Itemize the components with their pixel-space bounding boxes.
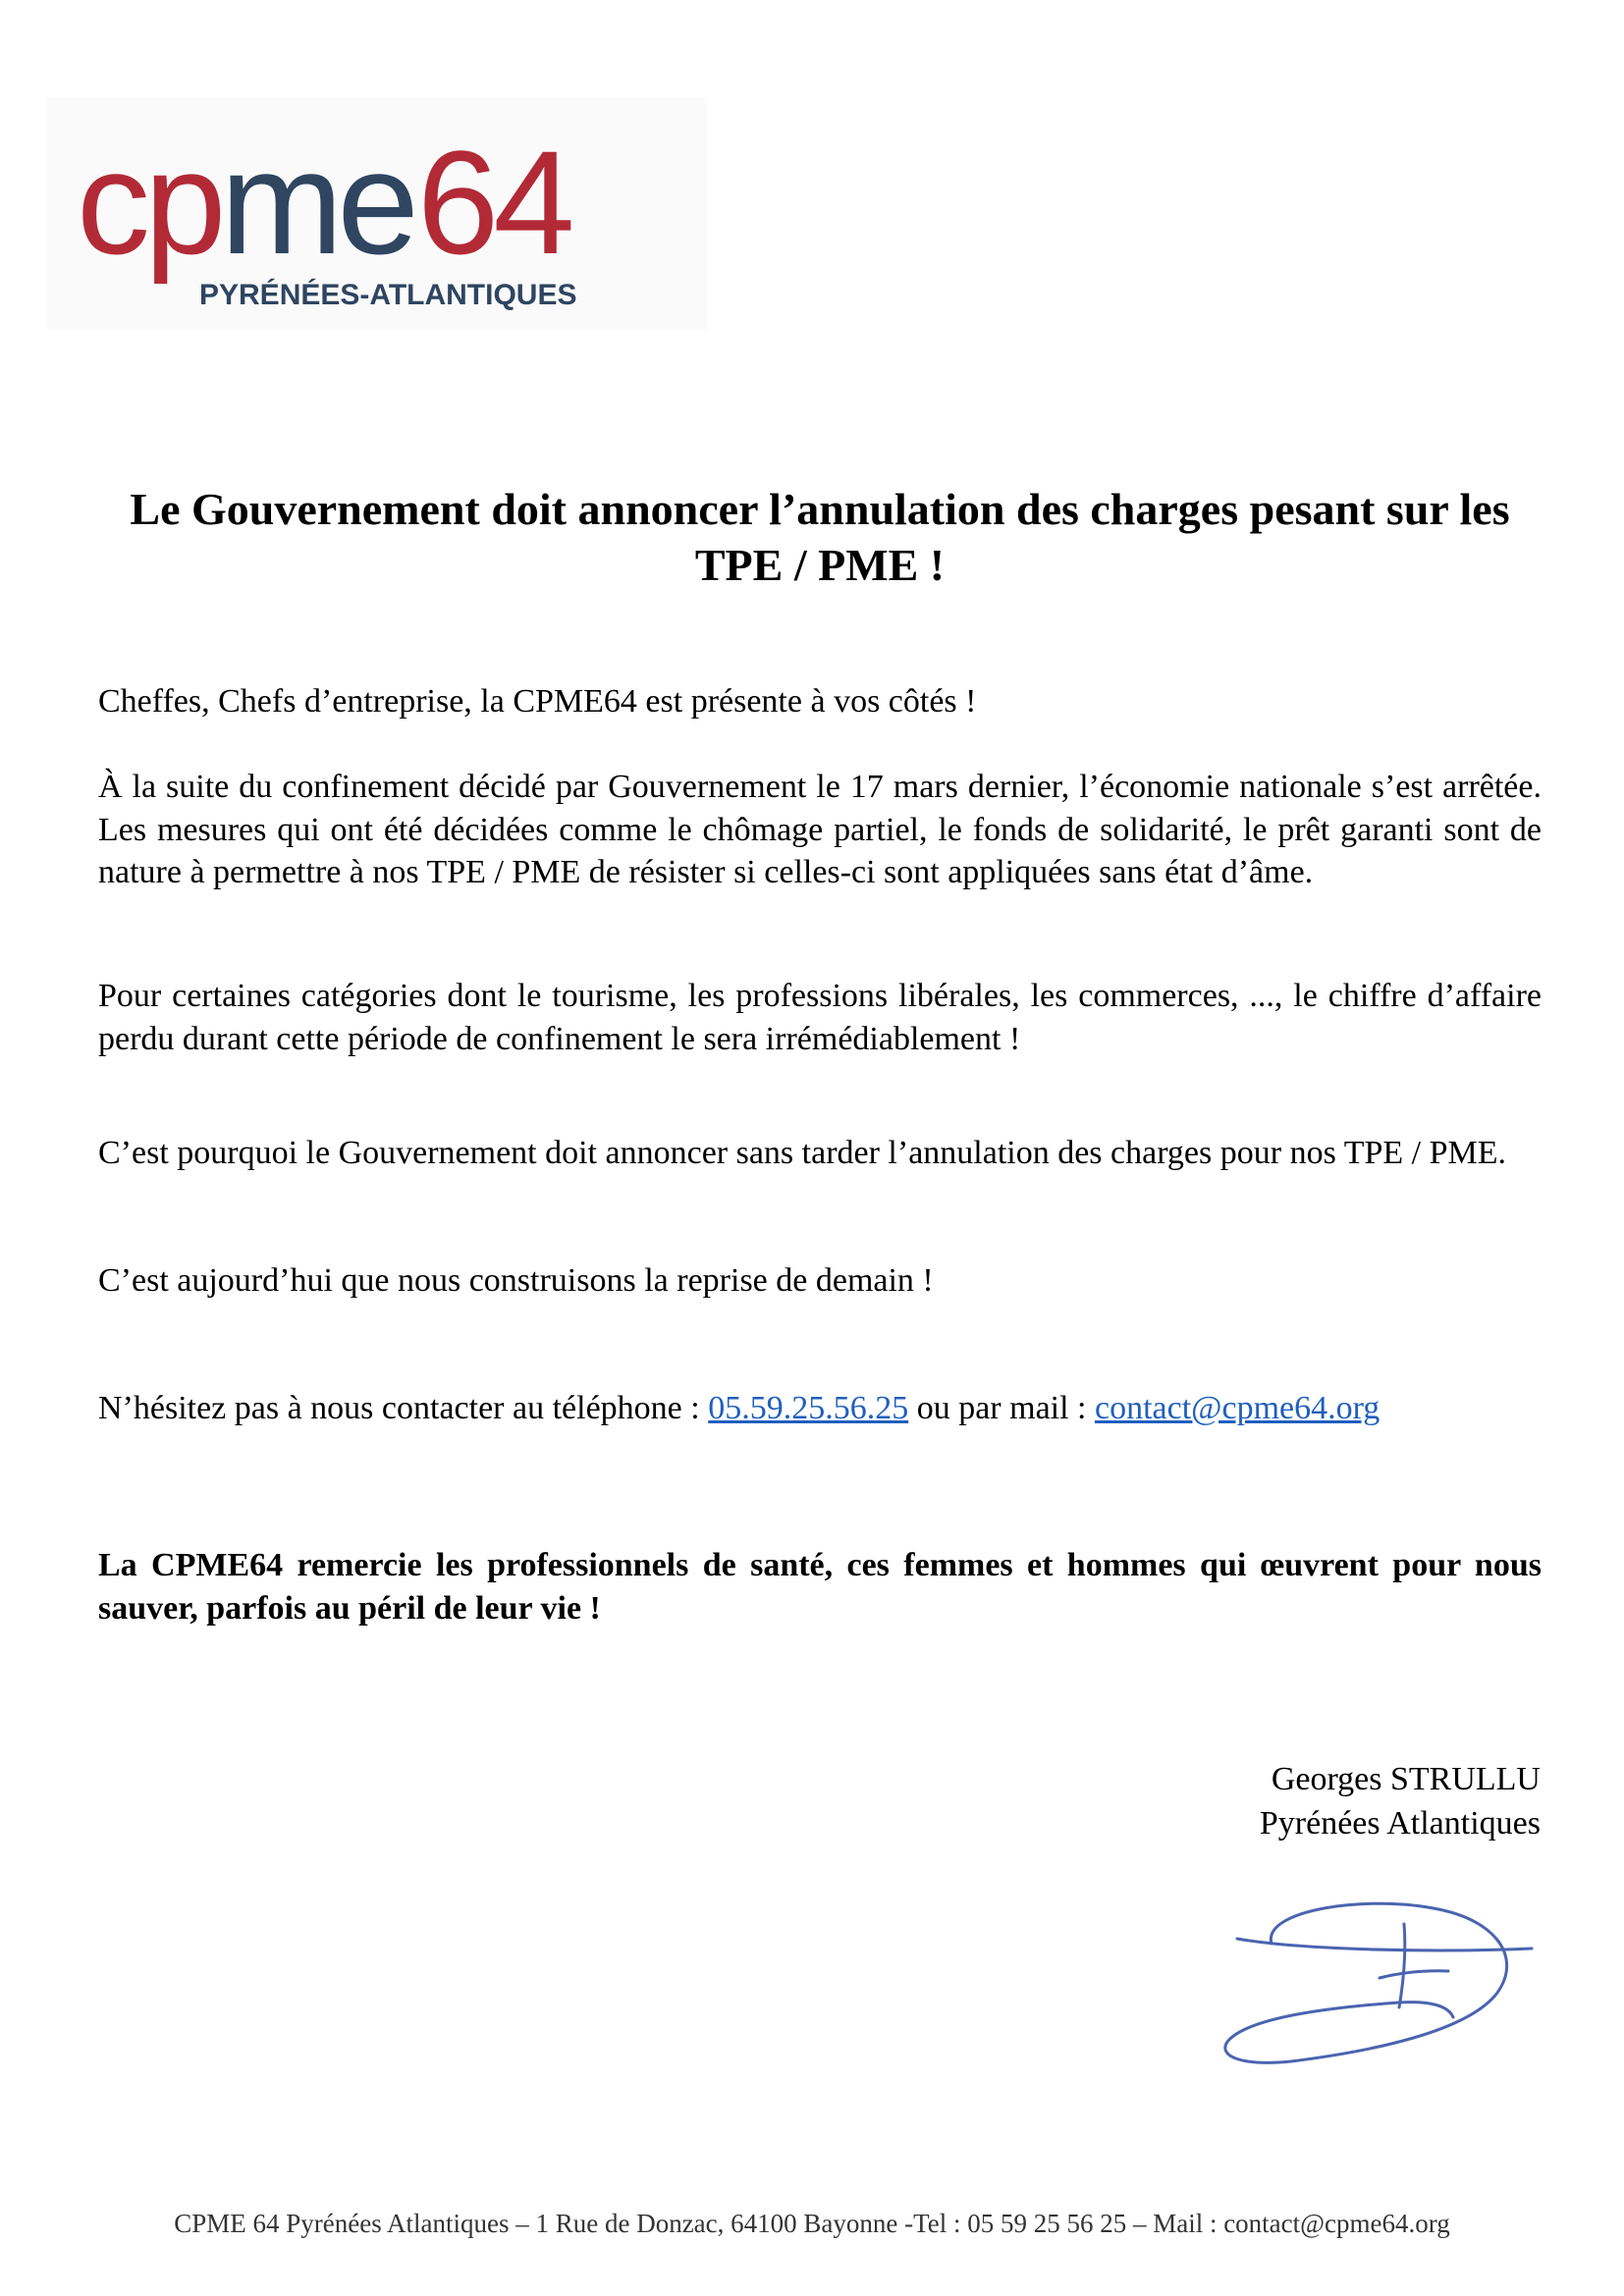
logo-text-cp: cp — [77, 120, 221, 285]
signer-region: Pyrénées Atlantiques — [1259, 1805, 1541, 1842]
logo-graphic — [47, 98, 707, 330]
footer-address: CPME 64 Pyrénées Atlantiques – 1 Rue de Donzac, 64100 Bayonne -Tel : 05 59 25 56 25 – Mail : contact@cpme64.org — [174, 2209, 1450, 2238]
greeting-paragraph: Cheffes, Chefs d’entreprise, la CPME64 est présente à vos côtés ! — [98, 683, 977, 720]
email-link[interactable]: contact@cpme64.org — [1095, 1390, 1380, 1426]
cpme64-logo — [47, 98, 707, 330]
contact-middle: ou par mail : — [908, 1390, 1095, 1426]
contact-prefix: N’hésitez pas à nous contacter au téléphone : — [98, 1390, 709, 1426]
logo-region-text: PYRÉNÉES-ATLANTIQUES — [199, 279, 577, 311]
signer-block — [1260, 1757, 1541, 1845]
document-title: Le Gouvernement doit annoncer l’annulation des charges pesant sur les TPE / PME ! — [130, 484, 1510, 590]
paragraph-annulation: C’est pourquoi le Gouvernement doit annoncer sans tarder l’annulation des charges pour nos TPE / PME. — [98, 1135, 1506, 1171]
contact-paragraph — [98, 1387, 1542, 1430]
signer-name: Georges STRULLU — [1271, 1761, 1541, 1797]
thanks-paragraph: La CPME64 remercie les professionnels de santé, ces femmes et hommes qui œuvrent pour nous sauver, parfois au péril de leur vie ! — [98, 1547, 1542, 1627]
paragraph-reprise: C’est aujourd’hui que nous construisons la reprise de demain ! — [98, 1262, 934, 1299]
paragraph-categories: Pour certaines catégories dont le tourisme, les professions libérales, les commerces, ..., le chiffre d’affaire perdu durant cette période de confinement le sera irrémédiablement ! — [98, 978, 1542, 1057]
phone-link[interactable]: 05.59.25.56.25 — [708, 1390, 909, 1426]
paragraph-confinement: À la suite du confinement décidé par Gouvernement le 17 mars dernier, l’économie nationale s’est arrêtée. Les mesures qui ont été décidées comme le chômage partiel, le fonds de solidarité, le prêt garanti sont de nature à permettre à nos TPE / PME de résister si celles-ci sont appliquées sans état d’âme. — [98, 769, 1542, 890]
logo-text-me: me — [220, 120, 413, 285]
handwritten-signature — [1203, 1870, 1542, 2076]
logo-wordmark — [77, 120, 571, 285]
logo-text-64: 64 — [416, 120, 569, 285]
